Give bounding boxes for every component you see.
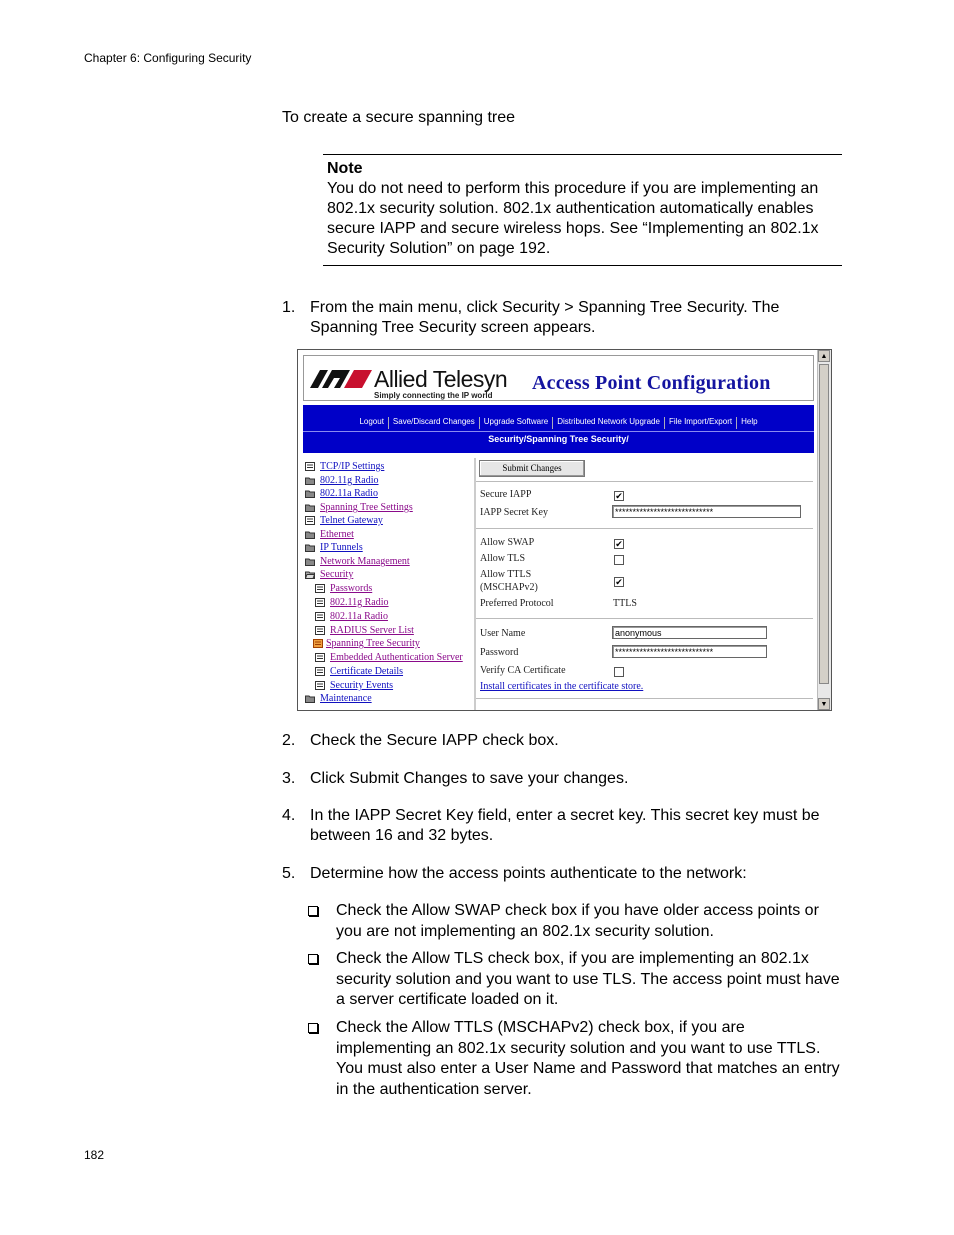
page-icon (315, 667, 325, 676)
sidebar-menu (303, 458, 476, 710)
note-title: Note (327, 160, 363, 177)
iapp-secret-key-input[interactable]: **************************** (612, 505, 801, 518)
sidebar-item-embedded-auth-server[interactable]: Embedded Authentication Server (330, 652, 463, 663)
allow-tls-checkbox[interactable] (614, 555, 624, 565)
page-icon (315, 626, 325, 635)
folder-icon (305, 503, 315, 512)
folder-icon (305, 557, 315, 566)
nav-distributed-upgrade[interactable]: Distributed Network Upgrade (552, 417, 664, 429)
divider (476, 618, 813, 619)
allied-telesyn-logo-icon (310, 370, 372, 388)
scroll-up-icon[interactable]: ▲ (818, 350, 830, 362)
allow-ttls-checkbox[interactable]: ✔ (615, 577, 623, 587)
selected-page-icon (313, 639, 323, 648)
page-icon (305, 516, 315, 525)
verify-ca-label: Verify CA Certificate (480, 665, 566, 676)
sidebar-item-certificate-details[interactable]: Certificate Details (330, 666, 403, 677)
brand-name: Allied Telesyn (374, 366, 508, 392)
step-5 (282, 864, 842, 884)
sidebar-item-security-80211g[interactable]: 802.11g Radio (330, 597, 389, 608)
secure-iapp-label: Secure IAPP (480, 489, 532, 500)
nav-help[interactable]: Help (736, 417, 761, 429)
divider (476, 481, 813, 482)
sidebar-item-passwords[interactable]: Passwords (330, 583, 372, 594)
sidebar-item-spanning-tree-settings[interactable]: Spanning Tree Settings (320, 502, 413, 513)
bullet-text: Check the Allow TLS check box, if you are implementing an 802.1x security solution and you want to use TLS. The access point must have a server certificate loaded on it. (336, 950, 840, 1008)
bullet-allow-tls (308, 949, 842, 1011)
sidebar-item-tcpip[interactable]: TCP/IP Settings (320, 461, 384, 472)
nav-file-import-export[interactable]: File Import/Export (664, 417, 736, 429)
sidebar-item-network-management[interactable]: Network Management (320, 556, 410, 567)
bullet-allow-swap (308, 901, 842, 942)
note-box (323, 154, 842, 266)
verify-ca-checkbox[interactable] (614, 667, 624, 677)
bullet-text: Check the Allow TTLS (MSCHAPv2) check box, if you are implementing an 802.1x security solution and you want to use TTLS. You must also enter a User Name and Password that matches an entry in the authentication server. (336, 1019, 840, 1098)
nav-divider (303, 431, 814, 432)
divider (476, 698, 813, 699)
allow-swap-checkbox[interactable]: ✔ (615, 539, 623, 549)
allow-swap-label: Allow SWAP (480, 537, 535, 548)
step-text: Determine how the access points authenticate to the network: (310, 865, 747, 882)
preferred-protocol-label: Preferred Protocol (480, 598, 554, 609)
sidebar-item-80211g[interactable]: 802.11g Radio (320, 475, 379, 486)
allow-ttls-label-2: (MSCHAPv2) (480, 582, 538, 593)
scroll-thumb[interactable] (819, 364, 829, 684)
breadcrumb: Security/Spanning Tree Security/ (488, 434, 629, 444)
sidebar-item-radius-server-list[interactable]: RADIUS Server List (330, 625, 414, 636)
page-icon (315, 612, 325, 621)
brand-banner (303, 355, 814, 401)
step-text: In the IAPP Secret Key field, enter a secret key. This secret key must be between 16 and 32 bytes. (310, 807, 820, 844)
folder-icon (305, 489, 315, 498)
divider (476, 528, 813, 529)
sidebar-item-security-80211a[interactable]: 802.11a Radio (330, 611, 388, 622)
bullet-allow-ttls (308, 1018, 842, 1100)
procedure-title: To create a secure spanning tree (282, 109, 516, 126)
page-number: 182 (84, 1148, 105, 1162)
bullet-box-icon (308, 954, 318, 964)
top-nav (303, 405, 814, 453)
security-form (476, 458, 816, 710)
page-icon (315, 653, 325, 662)
page-icon (315, 584, 325, 593)
nav-upgrade-software[interactable]: Upgrade Software (479, 417, 552, 429)
step-number: 1. (282, 299, 296, 316)
page-icon (305, 462, 315, 471)
folder-icon (305, 694, 315, 703)
vertical-scrollbar[interactable] (818, 350, 831, 710)
bullet-box-icon (308, 906, 318, 916)
step-text: Check the Secure IAPP check box. (310, 732, 559, 749)
step-number: 5. (282, 865, 296, 882)
sidebar-item-ethernet[interactable]: Ethernet (320, 529, 354, 540)
sidebar-item-spanning-tree-security[interactable]: Spanning Tree Security (326, 638, 420, 649)
bullet-box-icon (308, 1023, 318, 1033)
chapter-header: Chapter 6: Configuring Security (84, 51, 252, 65)
step-4 (282, 806, 842, 846)
browser-page (298, 350, 818, 710)
step-text: From the main menu, click Security > Spanning Tree Security. The Spanning Tree Security screen appears. (310, 299, 780, 336)
password-label: Password (480, 647, 519, 658)
sidebar-item-maintenance[interactable]: Maintenance (320, 693, 372, 704)
password-input[interactable]: **************************** (612, 645, 767, 658)
step-number: 3. (282, 770, 296, 787)
nav-links (303, 417, 814, 429)
spanning-tree-screenshot (297, 349, 832, 711)
preferred-protocol-value: TTLS (613, 598, 637, 609)
sidebar-item-ip-tunnels[interactable]: IP Tunnels (320, 542, 363, 553)
nav-save-discard[interactable]: Save/Discard Changes (388, 417, 479, 429)
brand-tagline: Simply connecting the IP world (374, 391, 493, 400)
sidebar-item-security-events[interactable]: Security Events (330, 680, 393, 691)
step-1 (282, 298, 842, 338)
sidebar-item-security[interactable]: Security (320, 569, 353, 580)
sidebar-item-telnet-gateway[interactable]: Telnet Gateway (320, 515, 383, 526)
bullet-text: Check the Allow SWAP check box if you have older access points or you are not implementing an 802.1x security solution. (336, 902, 819, 940)
app-title: Access Point Configuration (532, 372, 771, 394)
submit-changes-button[interactable]: Submit Changes (479, 460, 585, 477)
iapp-secret-key-label: IAPP Secret Key (480, 507, 548, 518)
install-certificates-link[interactable]: Install certificates in the certificate store. (480, 681, 644, 692)
note-body: You do not need to perform this procedure if you are implementing an 802.1x security solution. 802.1x authentication automatically enables secure IAPP and secure wireless hops. See “Implementing an 802.1x Security Solution” on page 192. (327, 180, 819, 257)
folder-icon (305, 543, 315, 552)
allow-tls-label: Allow TLS (480, 553, 526, 564)
scroll-down-icon[interactable]: ▼ (818, 698, 830, 710)
user-name-label: User Name (480, 628, 526, 639)
nav-logout[interactable]: Logout (359, 417, 384, 426)
allow-ttls-label: Allow TTLS (480, 569, 532, 580)
open-folder-icon (305, 570, 315, 579)
step-text: Click Submit Changes to save your changes. (310, 770, 629, 787)
folder-icon (305, 476, 315, 485)
step-number: 2. (282, 732, 296, 749)
step-number: 4. (282, 807, 296, 824)
user-name-input[interactable]: anonymous (612, 626, 767, 639)
page-icon (315, 598, 325, 607)
sidebar-item-80211a[interactable]: 802.11a Radio (320, 488, 378, 499)
secure-iapp-checkbox[interactable]: ✔ (615, 491, 623, 501)
page-icon (315, 681, 325, 690)
step-2 (282, 731, 842, 751)
folder-icon (305, 530, 315, 539)
step-3 (282, 769, 842, 789)
